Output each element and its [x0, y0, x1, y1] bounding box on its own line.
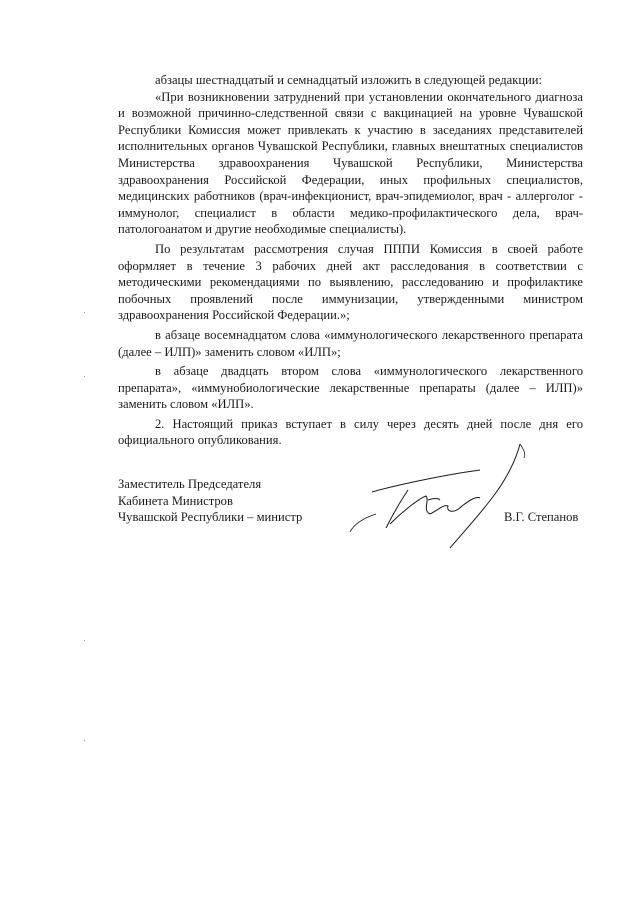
paragraph-results: По результатам рассмотрения случая ПППИ Комиссия в своей работе оформляет в течение 3 рабочих дней акт расследования в соответствии с методическими рекомендациями по выявлению, расследованию и профилактике побочных проявлений после иммунизации, утвержденными министром здравоохранения Российской Федерации.»; [118, 241, 583, 323]
paragraph-commission: «При возникновении затруднений при установлении окончательного диагноза и возможной причинно-следственной связи с вакцинацией на уровне Чувашской Республики Комиссия может привлекать к участию в заседаниях представителей исполнительных органов Чувашской Республики, главных внештатных специалистов Министерства здравоохранения Чувашской Республики, Министерства здравоохранения Российской Федерации, иных профильных специалистов, медицинских работников (врач-инфекционист, врач-эпидемиолог, врач - аллерголог - иммунолог, специалист в области медико-профилактического дела, врач-патологоанатом и другие необходимые специалисты). [118, 89, 583, 237]
signature-title-line: Чувашской Республики – министр [118, 510, 303, 525]
signature-title-line: Кабинета Министров [118, 493, 233, 508]
paragraph-effective-date: 2. Настоящий приказ вступает в силу через десять дней после дня его официального опубликования. [118, 416, 583, 448]
signature-title-line: Заместитель Председателя [118, 477, 262, 491]
paragraph-intro: абзацы шестнадцатый и семнадцатый изложить в следующей редакции: [155, 73, 543, 87]
document-body [118, 72, 583, 449]
scan-speck [84, 312, 85, 313]
signature-title [118, 476, 302, 526]
scan-speck [84, 740, 85, 741]
signer-name: В.Г. Степанов [504, 510, 579, 524]
scan-speck [84, 376, 85, 377]
paragraph-twenty-second: в абзаце двадцать втором слова «иммунологического лекарственного препарата», «иммунобиологические лекарственные препараты (далее – ИЛП)» заменить словом «ИЛП». [118, 364, 583, 412]
handwritten-signature [330, 440, 550, 560]
paragraph-eighteenth: в абзаце восемнадцатом слова «иммунологического лекарственного препарата (далее – ИЛП)» заменить словом «ИЛП»; [118, 327, 583, 359]
scan-speck [84, 640, 85, 641]
